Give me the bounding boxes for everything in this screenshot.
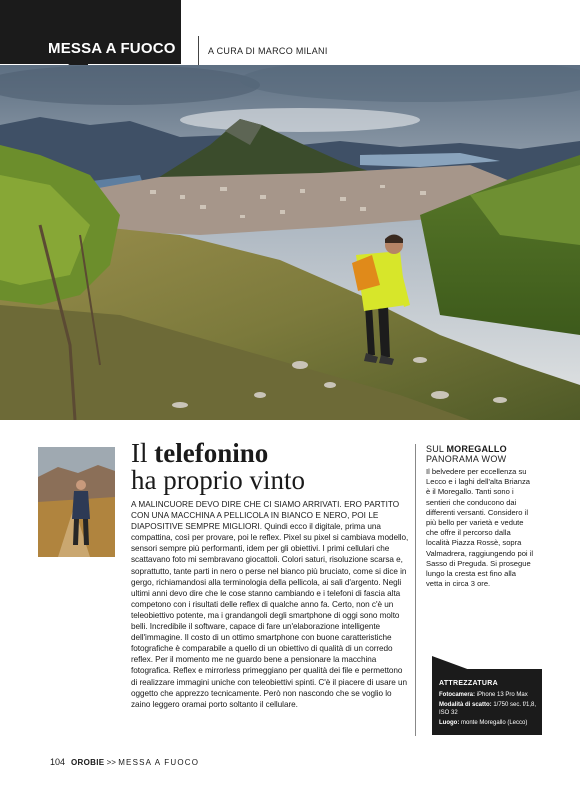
- curator-credit: A CURA DI MARCO MILANI: [208, 46, 328, 56]
- sidebar-body: Il belvedere per eccellenza su Lecco e i laghi dell'alta Brianza è il Moregallo. Tanti sono i sentieri che conducono dai differenti versanti. Considero il più bello per varietà e vedute che offre il percorso dalla località Piazza Rossè, sopra Valmadrera, raggiungendo poi il Sasso di Preguda. Si prosegue lungo la cresta est fino alla vetta in circa 3 ore.: [426, 467, 534, 589]
- equipment-camera-value: iPhone 13 Pro Max: [475, 692, 528, 698]
- page-number: 104: [50, 757, 66, 767]
- inset-photo: [38, 447, 115, 557]
- section-title: MESSA A FUOCO: [48, 40, 176, 57]
- equipment-camera: [439, 691, 539, 699]
- equipment-place: [439, 719, 539, 727]
- article-title-line2: ha proprio vinto: [131, 465, 305, 495]
- sidebar-kicker-bold: MOREGALLO: [446, 444, 507, 454]
- footer-separator: >>: [104, 758, 119, 767]
- article-title-bold: telefonino: [154, 438, 269, 468]
- footer-magazine: OROBIE: [71, 758, 105, 767]
- article-text: Quindi ecco il digitale, prima una compattina, così per provare, poi le reflex. Pixel su pixel si cambiava modello, sensori sempre più performanti, idem per gli obiettivi. I primi cellulari che scattavano foto mi sembravano giocattoli. Colori saturi, risoluzione scarsa e, soprattutto, tante parti in nero o perse nel bianco più bruciato, come si dice in gergo, richiamandosi alla terminologia della pellicola, ai sali d'argento. Negli ultimi anni devo dire che le cose stanno cambiando e i telefoni di fascia alta competono con i risultati delle reflex di qualche anno fa. Certo, non c'è un teleobiettivo potente, ma i grandangoli degli smartphone di oggi sono molto belli. Incredibile il software, capace di fare un'elaborazione intelligente dell'immagine. Il costo di un ottimo smartphone con buone caratteristiche fotografiche è comparabile a quello di un obiettivo di qualità di un corredo reflex. Per il momento me ne guardo bene a pensionare la macchina fotografica. Reflex e mirrorless primeggiano per qualità dei file e permettono di realizzare immagini uniche con teleobiettivi spinti. C'è il piacere di usare un oggetto che apprezzo tecnicamente. Però non nascondo che se voglio lo zaino leggero oramai porto soltanto il cellulare.: [131, 522, 409, 709]
- header-divider: [198, 36, 199, 66]
- article-lead: A MALINCUORE DEVO DIRE CHE CI SIAMO ARRIVATI. ERO PARTITO CON UNA MACCHINA A PELLICOLA IN BIANCO E NERO, POI LE DIAPOSITIVE SEMPRE MIGLIORI.: [131, 500, 400, 532]
- article-body: [131, 499, 409, 710]
- equipment-box: [432, 669, 542, 735]
- hero-photo: [0, 65, 580, 420]
- sidebar-kicker-prefix: SUL: [426, 444, 447, 454]
- equipment-mode-value: 1/750 sec. f/1,8, ISO 32: [439, 702, 537, 716]
- footer-section: MESSA A FUOCO: [118, 758, 200, 767]
- sidebar-subtitle: PANORAMA WOW: [426, 454, 507, 464]
- equipment-place-label: Luogo:: [439, 720, 460, 726]
- equipment-mode-label: Modalità di scatto:: [439, 702, 492, 708]
- sidebar-kicker: [426, 444, 507, 454]
- equipment-place-value: monte Moregallo (Lecco): [459, 720, 528, 726]
- column-divider: [415, 444, 416, 736]
- equipment-box-notch: [432, 656, 470, 670]
- equipment-mode: [439, 701, 539, 717]
- equipment-title: ATTREZZATURA: [439, 680, 498, 687]
- equipment-camera-label: Fotocamera:: [439, 692, 476, 698]
- page-footer: [50, 757, 199, 767]
- article-title: [131, 440, 411, 494]
- article-title-prefix: Il: [131, 438, 155, 468]
